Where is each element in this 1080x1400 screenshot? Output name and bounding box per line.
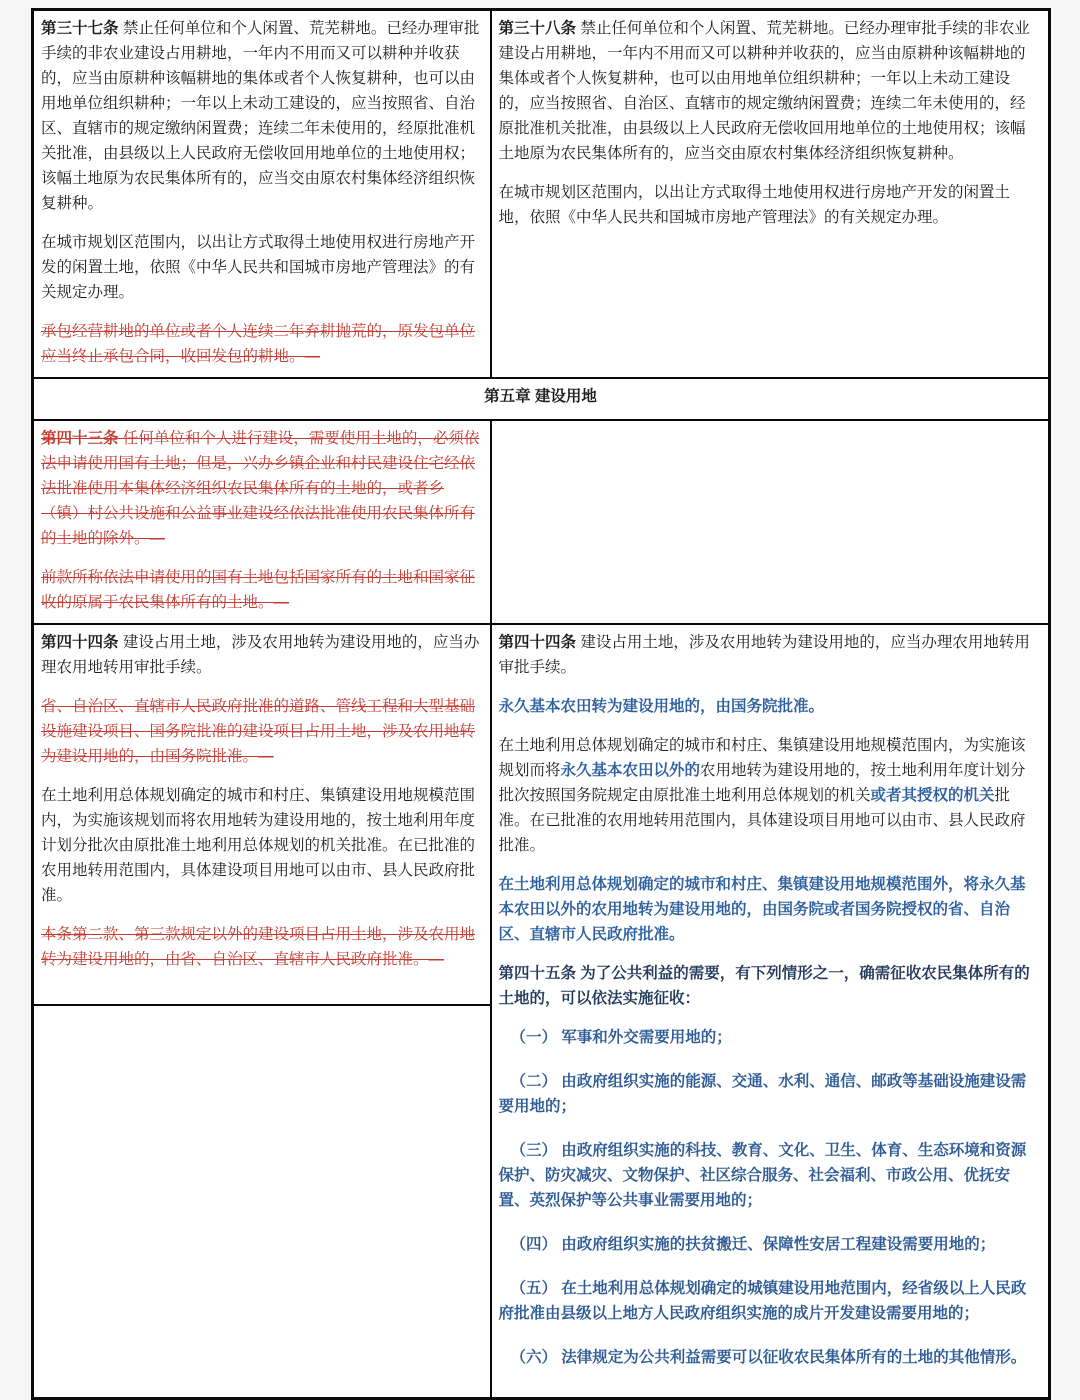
article44-45-new-text (499, 630, 1041, 1370)
cell-article44-old (33, 624, 491, 1005)
paragraph (499, 1069, 1041, 1119)
deleted-text: 任何单位和个人进行建设，需要使用土地的，必须依法申请使用国有土地；但是，兴办乡镇企业和村民建设住宅经依法批准使用本集体经济组织农民集体所有的土地的，或者乡（镇）村公共设施和公益事业建设经依法批准使用农民集体所有的土地的除外。— (41, 430, 480, 547)
row-article44 (33, 624, 1050, 1005)
paragraph (499, 1232, 1041, 1257)
law-text: 在城市规划区范围内，以出让方式取得土地使用权进行房地产开发的闲置土地，依照《中华人民共和国城市房地产管理法》的有关规定办理。 (498, 184, 1011, 226)
paragraph (499, 1276, 1041, 1326)
paragraph (499, 872, 1041, 947)
law-text: 在土地利用总体规划确定的城市和村庄、集镇建设用地规模范围内，为实施该规划而将 (498, 737, 1026, 779)
added-text: 永久基本农田转为建设用地的，由国务院批准。 (498, 698, 825, 715)
paragraph (499, 1025, 1041, 1050)
law-text: 第三十八条 (498, 20, 581, 37)
cell-article37-old (33, 10, 491, 379)
law-comparison-document (31, 8, 1051, 1400)
deleted-text: 前款所称依法申请使用的国有土地包括国家所有的土地和国家征收的原属于农民集体所有的土地。— (41, 569, 476, 611)
row-article43 (33, 420, 1050, 624)
paragraph (499, 1138, 1041, 1213)
row-chapter-heading (33, 378, 1050, 420)
added-text: 在土地利用总体规划确定的城市和村庄、集镇建设用地规模范围外，将永久基本农田以外的农用地转为建设用地的，由国务院或者国务院授权的省、自治区、直辖市人民政府批准。 (498, 876, 1026, 943)
law-text: 第四十四条 (498, 634, 581, 651)
added-text: 永久基本农田以外的 (560, 762, 701, 779)
law-text: 在土地利用总体规划确定的城市和村庄、集镇建设用地规模范围内，为实施该规划而将农用地转为建设用地的，按土地利用年度计划分批次由原批准土地利用总体规划的机关批准。在已批准的农用地转用范围内，具体建设项目用地可以由市、县人民政府批准。 (41, 787, 476, 904)
law-comparison-table (31, 8, 1051, 1400)
cell-article38-new (491, 10, 1050, 379)
paragraph (41, 922, 482, 972)
new-article-text: （六） 法律规定为公共利益需要可以征收农民集体所有的土地的其他情形。 (510, 1349, 1027, 1366)
paragraph (41, 426, 482, 551)
paragraph (41, 565, 482, 615)
paragraph (41, 630, 482, 680)
paragraph (41, 319, 482, 369)
chapter-heading: 第五章 建设用地 (33, 378, 1050, 420)
article38-new-text (499, 16, 1041, 230)
law-text: 禁止任何单位和个人闲置、荒芜耕地。已经办理审批手续的非农业建设占用耕地，一年内不用而又可以耕种并收获的，应当由原耕种该幅耕地的集体或者个人恢复耕种，也可以由用地单位组织耕种；一年以上未动工建设的，应当按照省、自治区、直辖市的规定缴纳闲置费；连续二年未使用的，经原批准机关批准，由县级以上人民政府无偿收回用地单位的土地使用权；该幅土地原为农民集体所有的，应当交由原农村集体经济组织恢复耕种。 (498, 20, 1030, 162)
paragraph (41, 230, 482, 305)
paragraph (499, 961, 1041, 1011)
law-text: 农用地转为建设用地的，按土地利用年度计划分批次按照国务院规定由原批准土地利用总体规划的机关 (498, 762, 1026, 804)
new-article-text: （二） 由政府组织实施的能源、交通、水利、通信、邮政等基础设施建设需要用地的； (498, 1073, 1027, 1115)
row-article37-38 (33, 10, 1050, 379)
law-text: 禁止任何单位和个人闲置、荒芜耕地。已经办理审批手续的非农业建设占用耕地，一年内不用而又可以耕种并收获的，应当由原耕种该幅耕地的集体或者个人恢复耕种，也可以由用地单位组织耕种；一年以上未动工建设的，应当按照省、自治区、直辖市的规定缴纳闲置费；连续二年未使用的，经原批准机关批准，由县级以上人民政府无偿收回用地单位的土地使用权；该幅土地原为农民集体所有的，应当交由原农村集体经济组织恢复耕种。 (41, 20, 480, 212)
cell-bottom-left-empty (33, 1005, 491, 1398)
law-text: 在城市规划区范围内，以出让方式取得土地使用权进行房地产开发的闲置土地，依照《中华人民共和国城市房地产管理法》的有关规定办理。 (41, 234, 476, 301)
paragraph (499, 180, 1041, 230)
new-article-text: （一） 军事和外交需要用地的； (510, 1029, 732, 1046)
new-article-text: （三） 由政府组织实施的科技、教育、文化、卫生、体育、生态环境和资源保护、防灾减灾、文物保护、社区综合服务、社会福利、市政公用、优抚安置、英烈保护等公共事业需要用地的； (498, 1142, 1027, 1209)
paragraph (41, 783, 482, 908)
law-text: 批准。在已批准的农用地转用范围内，具体建设项目用地可以由市、县人民政府批准。 (498, 787, 1026, 854)
added-text: 或者其授权的机关 (870, 787, 995, 804)
deleted-text: 本条第二款、第三款规定以外的建设项目占用土地，涉及农用地转为建设用地的，由省、自治区、直辖市人民政府批准。— (41, 926, 476, 968)
new-article-text: （四） 由政府组织实施的扶贫搬迁、保障性安居工程建设需要用地的； (510, 1236, 996, 1253)
article44-old-text (41, 630, 482, 972)
paragraph (41, 16, 482, 216)
deleted-text: 省、自治区、直辖市人民政府批准的道路、管线工程和大型基础设施建设项目、国务院批准的建设项目占用土地，涉及农用地转为建设用地的，由国务院批准。— (41, 698, 476, 765)
paragraph (499, 630, 1041, 680)
law-text: 建设占用土地，涉及农用地转为建设用地的，应当办理农用地转用审批手续。 (41, 634, 480, 676)
cell-article43-new-empty (491, 420, 1050, 624)
paragraph (41, 694, 482, 769)
paragraph (499, 733, 1041, 858)
article37-old-text (41, 16, 482, 369)
article43-old-deleted-text (41, 426, 482, 615)
new-article-text: 第四十五条 为了公共利益的需要，有下列情形之一，确需征收农民集体所有的土地的，可以依法实施征收： (498, 965, 1030, 1007)
paragraph (499, 1345, 1041, 1370)
deleted-text: 承包经营耕地的单位或者个人连续二年弃耕抛荒的，原发包单位应当终止承包合同，收回发包的耕地。— (41, 323, 476, 365)
new-article-text: （五） 在土地利用总体规划确定的城镇建设用地范围内，经省级以上人民政府批准由县级以上地方人民政府组织实施的成片开发建设需要用地的； (498, 1280, 1027, 1322)
deleted-text: 第四十三条 (41, 430, 123, 447)
law-text: 第三十七条 (41, 20, 123, 37)
law-text: 建设占用土地，涉及农用地转为建设用地的，应当办理农用地转用审批手续。 (498, 634, 1030, 676)
cell-article44-45-new (491, 624, 1050, 1399)
cell-article43-old (33, 420, 491, 624)
paragraph (499, 16, 1041, 166)
paragraph (499, 694, 1041, 719)
law-text: 第四十四条 (41, 634, 123, 651)
